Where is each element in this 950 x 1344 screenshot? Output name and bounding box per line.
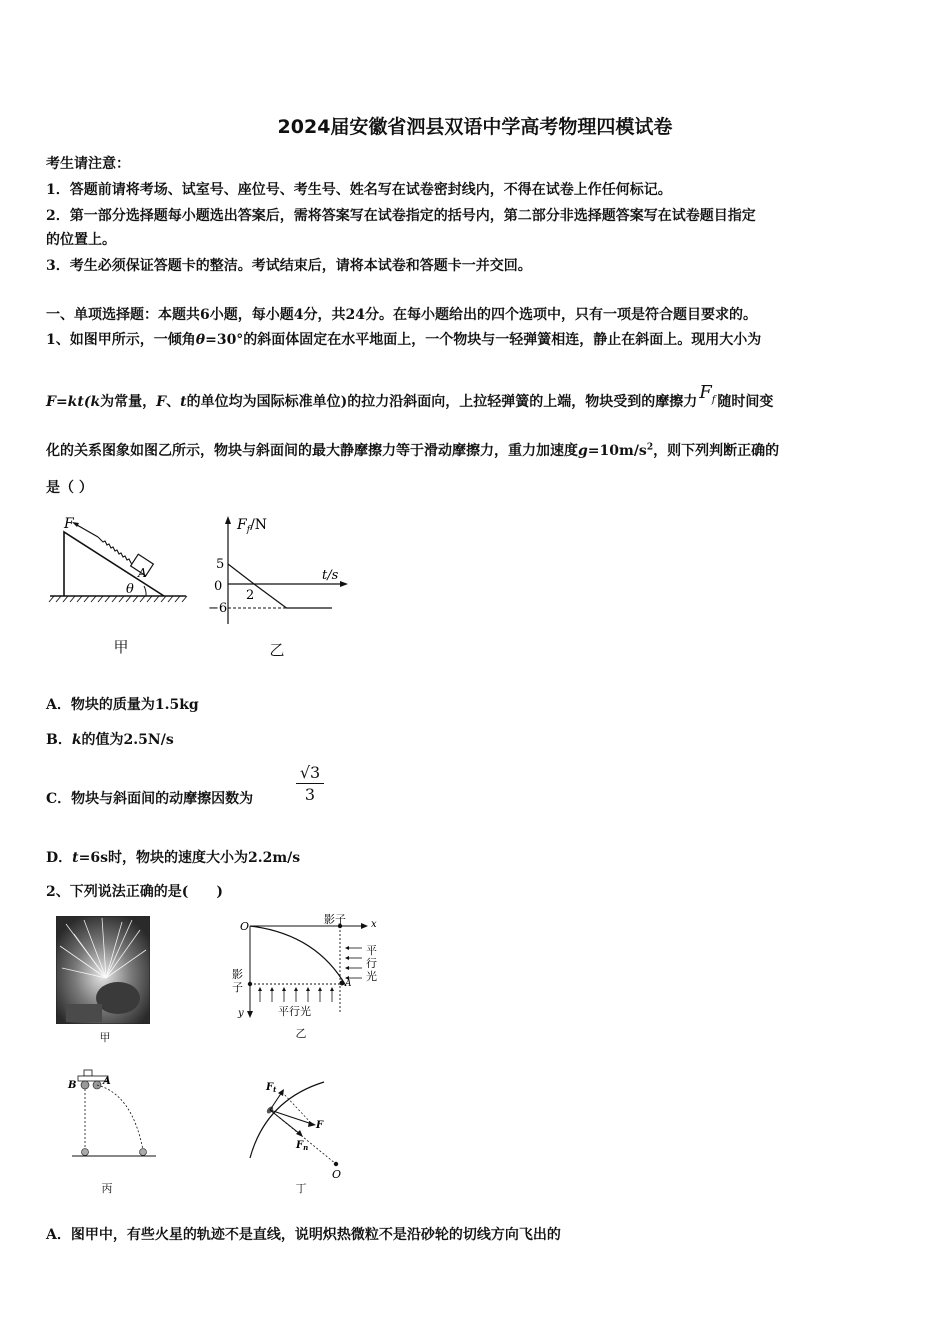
q2-fig-ball-b: B	[68, 1080, 77, 1091]
q1-l2-ff-sub: f	[711, 394, 716, 406]
q1-l2-b: 的单位均为国际标准单位)的拉力沿斜面向，上拉轻弹簧的上端，物块受到的摩擦力	[186, 394, 698, 410]
q1-figure-graph	[200, 512, 350, 627]
q2-fig-parallel-2: 行	[366, 957, 377, 970]
q1-option-d	[46, 847, 300, 867]
q2-fig-parallel-1: 平	[366, 944, 377, 957]
q1-l2-c: 随时间变	[717, 394, 774, 410]
q1-l3-b: =10m/s	[587, 443, 647, 459]
q1-option-c-fraction	[296, 763, 324, 804]
q2-option-a: A．图甲中，有些火星的轨迹不是直线，说明炽热微粒不是沿砂轮的切线方向飞出的	[46, 1227, 561, 1243]
q2-fig-shadow-top: 影子	[324, 913, 346, 926]
q1-option-c-numerator: √3	[299, 763, 321, 782]
q1-figure-incline	[46, 512, 191, 607]
q2-figure-shadow	[228, 912, 388, 1022]
q1-line-2	[46, 382, 774, 414]
q1-graph-tick-0: 0	[214, 579, 223, 594]
q1-graph-tick-neg6: −6	[208, 601, 228, 616]
q2-fig-y-axis: y	[238, 1008, 244, 1019]
q1-fig-graph-caption: 乙	[269, 641, 285, 659]
q2-stem: 2、下列说法正确的是( )	[46, 884, 223, 900]
notice-item-2-cont: 的位置上。	[46, 232, 116, 248]
q1-option-a: A．物块的质量为1.5kg	[46, 697, 199, 713]
notice-item-3: 3．考生必须保证答题卡的整洁。考试结束后，请将本试卷和答题卡一并交回。	[46, 258, 532, 274]
q1-ob-k: k	[71, 732, 82, 748]
q2-fig-ball-a: A	[103, 1076, 111, 1087]
q1-l2-F: F	[156, 394, 167, 410]
notice-item-2: 2．第一部分选择题每小题选出答案后，需将答案写在试卷指定的括号内，第二部分非选择题答案写在试卷题目指定	[46, 208, 756, 224]
q1-l2-t: t	[180, 394, 187, 410]
q2-fig-force-t: $F_t$	[266, 1082, 277, 1094]
q2-fig-point-a: A	[345, 979, 352, 989]
q1-graph-tick-5: 5	[216, 557, 225, 572]
q1-fig-force-label: F	[64, 516, 74, 532]
q1-l2-f: F=kt(	[46, 394, 91, 410]
q1-option-c: C．物块与斜面间的动摩擦因数为	[46, 791, 254, 807]
q1-l1-a: 1、如图甲所示，一倾角	[46, 332, 196, 348]
q1-graph-xlabel: t/s	[322, 568, 339, 583]
q1-fig-incline-caption: 甲	[113, 638, 129, 656]
q2-figure-two-balls	[64, 1066, 164, 1166]
q1-ob-a: B．	[46, 732, 72, 748]
q2-fig-parallel-3: 光	[366, 970, 377, 983]
q2-fig-parallel-bottom: 平行光	[278, 1005, 311, 1018]
exam-title: 2024届安徽省泗县双语中学高考物理四模试卷	[277, 116, 673, 138]
q1-line-1	[46, 329, 761, 349]
q1-l2-a: 为常量，	[100, 394, 157, 410]
q1-l2-sep: 、	[166, 394, 181, 410]
section-heading: 一、单项选择题：本题共6小题，每小题4分，共24分。在每小题给出的四个选项中，只有一项是符合题目要求的。	[46, 307, 757, 323]
q2-fig-x-axis: x	[371, 919, 377, 930]
q1-line-3	[46, 440, 779, 460]
q2-fig-force-n: $F_n$	[296, 1140, 309, 1152]
q1-l3-sup: 2	[646, 442, 654, 453]
q1-fig-angle-label: θ	[126, 582, 134, 597]
q1-graph-ff-line	[228, 564, 332, 608]
notice-heading: 考生请注意：	[46, 156, 130, 172]
q1-l1-theta: θ	[195, 332, 206, 348]
q2-figure-sparks-photo	[56, 916, 150, 1024]
notice-item-1: 1．答题前请将考场、试室号、座位号、考生号、姓名写在试卷密封线内，不得在试卷上作任何标记。	[46, 182, 672, 198]
q1-graph-tick-2: 2	[246, 588, 255, 603]
q2-fig-sparks-caption: 甲	[99, 1031, 111, 1044]
q1-graph-ylabel: $F_f/N$	[237, 517, 268, 535]
q2-fig-force-f: F	[316, 1120, 324, 1131]
q2-fig-shadow-caption: 乙	[295, 1027, 307, 1040]
q1-od-b: =6s时，物块的速度大小为2.2m/s	[78, 850, 301, 866]
q2-fig-forces-caption: 丁	[295, 1182, 307, 1195]
q1-l3-a: 化的关系图象如图乙所示，物块与斜面间的最大静摩擦力等于滑动摩擦力，重力加速度	[46, 443, 578, 459]
q1-l2-ff	[699, 382, 716, 406]
q2-fig-origin: O	[240, 920, 250, 933]
q1-l2-k: k	[90, 394, 101, 410]
q2-fig-two-balls-caption: 丙	[101, 1182, 113, 1195]
q1-ob-b: 的值为2.5N/s	[81, 732, 174, 748]
q1-option-b	[46, 729, 174, 749]
q2-fig-shadow-left-2: 子	[232, 981, 243, 994]
q1-l3-g: g	[578, 443, 588, 459]
q2-figure-forces	[240, 1072, 360, 1182]
q2-fig-shadow-left-1: 影	[232, 968, 243, 981]
q1-option-c-denominator: 3	[296, 783, 324, 804]
q1-l2-ff-main: F	[699, 382, 712, 403]
q1-od-t: t	[72, 850, 79, 866]
q1-fig-block-label: A	[138, 566, 147, 580]
q1-line-4: 是（ ）	[46, 480, 93, 496]
q2-fig-center-o: O	[332, 1168, 342, 1181]
q1-l1-b: =30°的斜面体固定在水平地面上，一个物块与一轻弹簧相连，静止在斜面上。现用大小为	[205, 332, 762, 348]
q1-l3-c: ，则下列判断正确的	[653, 443, 780, 459]
q1-od-a: D．	[46, 850, 73, 866]
